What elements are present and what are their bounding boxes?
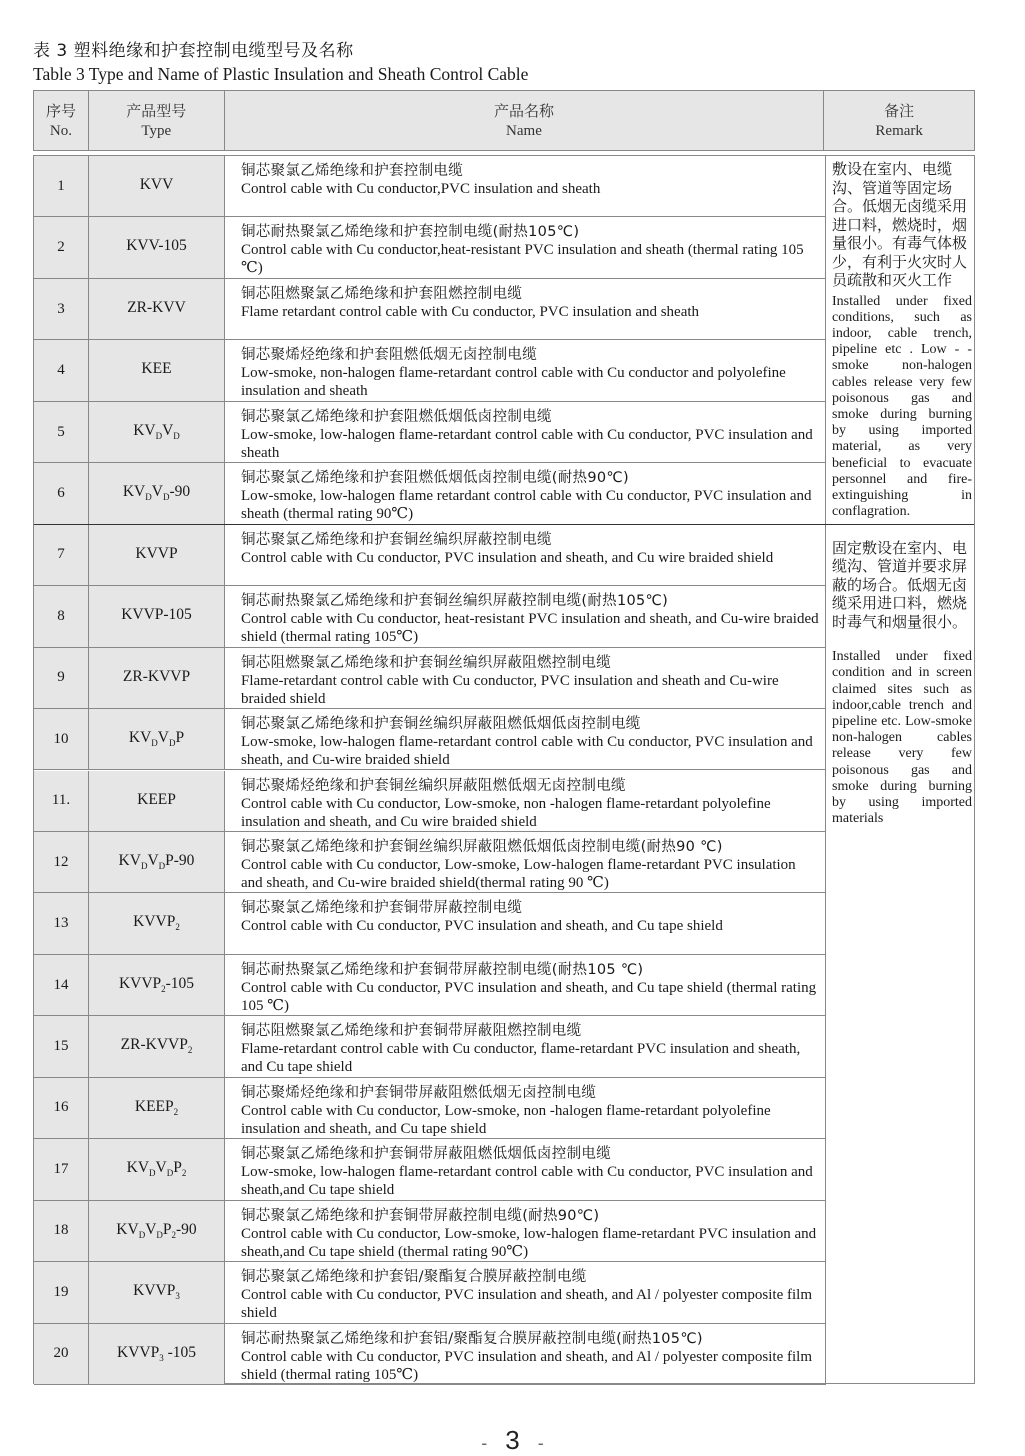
table-row bbox=[34, 955, 825, 1016]
row-name bbox=[225, 1262, 825, 1322]
table-row bbox=[34, 279, 825, 340]
row-name bbox=[225, 402, 825, 462]
row-name-cn: 铜芯聚氯乙烯绝缘和护套阻燃低烟低卤控制电缆(耐热90℃) bbox=[241, 470, 629, 487]
row-name bbox=[225, 832, 825, 892]
table-row bbox=[34, 217, 825, 278]
row-name-cn: 铜芯聚氯乙烯绝缘和护套铜带屏蔽控制电缆 bbox=[241, 900, 523, 917]
table-row bbox=[34, 1078, 825, 1139]
row-type: KEE bbox=[89, 340, 225, 400]
row-name-en: Control cable with Cu conductor,PVC insulation and sheath bbox=[241, 181, 601, 197]
row-name bbox=[225, 217, 825, 277]
row-type: $KVVP_3$ bbox=[89, 1262, 225, 1322]
header-remark-cn: 备注 bbox=[884, 101, 915, 120]
table-row bbox=[34, 1139, 825, 1200]
row-number: 7 bbox=[34, 525, 89, 585]
page-number: - 3 - bbox=[481, 1425, 544, 1455]
remark-1-cn: 敷设在室内、电缆沟、管道等固定场合。低烟无卤缆采用进口料，燃烧时，烟量很小。有毒气体极少，有利于火灾时人员疏散和灭火工作 bbox=[832, 160, 968, 289]
row-number: 11. bbox=[34, 771, 89, 831]
row-name bbox=[225, 586, 825, 646]
row-number: 13 bbox=[34, 893, 89, 953]
table-row bbox=[34, 893, 825, 954]
table-row bbox=[34, 1324, 825, 1385]
header-type-en: Type bbox=[141, 122, 172, 139]
row-name bbox=[225, 340, 825, 400]
row-name-cn: 铜芯耐热聚氯乙烯绝缘和护套铜带屏蔽控制电缆(耐热105 ℃) bbox=[241, 961, 644, 978]
row-name-en: Low-smoke, low-halogen flame retardant control cable with Cu conductor, PVC insulation and sheath (thermal rating 90℃) bbox=[241, 488, 812, 523]
row-name-cn: 铜芯耐热聚氯乙烯绝缘和护套铝/聚酯复合膜屏蔽控制电缆(耐热105℃) bbox=[241, 1330, 703, 1347]
row-type: $KV_DV_DP_2$ bbox=[89, 1139, 225, 1199]
table-row bbox=[34, 1201, 825, 1262]
remark-2-cn: 固定敷设在室内、电缆沟、管道并要求屏蔽的场合。低烟无卤缆采用进口料，燃烧时毒气和烟量很小。 bbox=[832, 538, 968, 631]
header-name-en: Name bbox=[506, 122, 542, 139]
table-row bbox=[34, 402, 825, 463]
row-name-cn: 铜芯阻燃聚氯乙烯绝缘和护套铜带屏蔽阻燃控制电缆 bbox=[241, 1023, 582, 1040]
header-no-cn: 序号 bbox=[45, 101, 76, 120]
row-number: 20 bbox=[34, 1324, 89, 1384]
row-name-en: Low-smoke, non-halogen flame-retardant control cable with Cu conductor and polyolefine insulation and sheath bbox=[241, 365, 786, 400]
row-name-cn: 铜芯聚烯烃绝缘和护套铜带屏蔽阻燃低烟无卤控制电缆 bbox=[241, 1084, 597, 1101]
table-row bbox=[34, 340, 825, 401]
header-no-en: No. bbox=[49, 122, 72, 139]
row-name bbox=[225, 1139, 825, 1199]
row-type: $KV_DV_DP-90$ bbox=[89, 832, 225, 892]
table-row bbox=[34, 832, 825, 893]
row-name-en: Control cable with Cu conductor,heat-resistant PVC insulation and sheath (thermal rating 105 ℃) bbox=[241, 242, 804, 277]
row-number: 12 bbox=[34, 832, 89, 892]
row-number: 6 bbox=[34, 463, 89, 523]
row-name bbox=[225, 156, 825, 216]
header-remark bbox=[824, 91, 974, 150]
remark-cell-group-2 bbox=[825, 525, 974, 1385]
row-type: $KVVP_2-105$ bbox=[89, 955, 225, 1015]
group-separator bbox=[34, 524, 974, 525]
row-name-cn: 铜芯聚氯乙烯绝缘和护套铝/聚酯复合膜屏蔽控制电缆 bbox=[241, 1269, 587, 1286]
row-type: KVVP-105 bbox=[89, 586, 225, 646]
row-name bbox=[225, 955, 825, 1015]
table-row bbox=[34, 1262, 825, 1323]
row-number: 16 bbox=[34, 1078, 89, 1138]
header-type-cn: 产品型号 bbox=[126, 101, 187, 120]
row-name-cn: 铜芯聚烯烃绝缘和护套铜丝编织屏蔽阻燃低烟无卤控制电缆 bbox=[241, 777, 626, 794]
row-name-en: Control cable with Cu conductor, Low-smoke, non -halogen flame-retardant polyolefine insulation and sheath, and Cu tape shield bbox=[241, 1102, 771, 1137]
row-name-en: Flame retardant control cable with Cu conductor, PVC insulation and sheath bbox=[241, 303, 700, 320]
row-name-en: Control cable with Cu conductor, Low-smoke, non -halogen flame-retardant polyolefine insulation and sheath, and Cu wire braided shield bbox=[241, 795, 771, 830]
row-name-en: Low-smoke, low-halogen flame-retardant control cable with Cu conductor, PVC insulation and sheath, and Cu-wire braided shield bbox=[241, 734, 813, 769]
table-row bbox=[34, 771, 825, 832]
row-name-cn: 铜芯阻燃聚氯乙烯绝缘和护套阻燃控制电缆 bbox=[241, 285, 523, 302]
row-number: 9 bbox=[34, 648, 89, 708]
row-name-en: Control cable with Cu conductor, PVC insulation and sheath, and Cu wire braided shield bbox=[241, 549, 774, 566]
row-name-en: Control cable with Cu conductor, Low-smoke, Low-halogen flame-retardant PVC insulation and sheath, and Cu-wire braided shield(thermal rating 90 ℃) bbox=[241, 856, 796, 891]
row-type: KEEP bbox=[89, 771, 225, 831]
row-name-en: Control cable with Cu conductor, PVC insulation and sheath, and Al / polyester composite film shield (thermal rating 105℃) bbox=[241, 1348, 812, 1383]
row-type: KVV-105 bbox=[89, 217, 225, 277]
row-number: 15 bbox=[34, 1016, 89, 1076]
row-name-cn: 铜芯聚氯乙烯绝缘和护套铜丝编织屏蔽阻燃低烟低卤控制电缆(耐热90 ℃) bbox=[241, 838, 723, 855]
header-type bbox=[89, 91, 225, 150]
row-type: $KV_DV_D-90$ bbox=[89, 463, 225, 523]
row-name-cn: 铜芯阻燃聚氯乙烯绝缘和护套铜丝编织屏蔽阻燃控制电缆 bbox=[241, 654, 611, 671]
row-name bbox=[225, 893, 825, 953]
table-body bbox=[33, 155, 975, 1384]
row-name-cn: 铜芯耐热聚氯乙烯绝缘和护套控制电缆(耐热105℃) bbox=[241, 224, 580, 241]
row-name-en: Control cable with Cu conductor, PVC insulation and sheath, and Al / polyester composite film shield bbox=[241, 1287, 812, 1322]
row-name-en: Low-smoke, low-halogen flame-retardant control cable with Cu conductor, PVC insulation and sheath bbox=[241, 426, 813, 461]
row-name bbox=[225, 1324, 825, 1384]
row-name bbox=[225, 463, 825, 523]
row-type: $KV_DV_DP$ bbox=[89, 709, 225, 769]
header-no bbox=[34, 91, 89, 150]
row-name-cn: 铜芯聚烯烃绝缘和护套阻燃低烟无卤控制电缆 bbox=[241, 347, 537, 364]
table-row bbox=[34, 709, 825, 770]
row-type: $KEEP_2$ bbox=[89, 1078, 225, 1138]
row-type: $KVVP_2$ bbox=[89, 893, 225, 953]
header-name-cn: 产品名称 bbox=[493, 101, 554, 120]
row-number: 5 bbox=[34, 402, 89, 462]
remark-2-en: Installed under fixed condition and in screen claimed sites such as indoor,cable trench and pipeline etc. Low-smoke non-halogen cables release very few poisonous gas and smoke during burning by using imported materials bbox=[832, 649, 972, 827]
header-name bbox=[225, 91, 825, 150]
table-caption-en: Table 3 Type and Name of Plastic Insulation and Sheath Control Cable bbox=[33, 64, 529, 84]
row-name bbox=[225, 1201, 825, 1261]
row-name-en: Flame-retardant control cable with Cu conductor, flame-retardant PVC insulation and sheath, and Cu tape shield bbox=[241, 1041, 801, 1076]
row-name-en: Control cable with Cu conductor, Low-smoke, low-halogen flame-retardant PVC insulation and sheath,and Cu tape shield (thermal rating 90℃) bbox=[241, 1225, 817, 1260]
row-name-cn: 铜芯聚氯乙烯绝缘和护套铜带屏蔽阻燃低烟低卤控制电缆 bbox=[241, 1146, 611, 1163]
row-type: $KVVP_3$ -105 bbox=[89, 1324, 225, 1384]
row-name-cn: 铜芯耐热聚氯乙烯绝缘和护套铜丝编织屏蔽控制电缆(耐热105℃) bbox=[241, 593, 669, 610]
row-type: $ZR-KVVP_2$ bbox=[89, 1016, 225, 1076]
row-name-cn: 铜芯聚氯乙烯绝缘和护套铜带屏蔽控制电缆(耐热90℃) bbox=[241, 1207, 600, 1224]
row-number: 10 bbox=[34, 709, 89, 769]
row-name bbox=[225, 279, 825, 339]
table-header bbox=[33, 90, 975, 151]
remark-cell-group-1 bbox=[825, 156, 974, 525]
remark-1-en: Installed under fixed conditions, such as indoor, cable trench, pipeline etc . Low - -smoke non-halogen cables release very few poisonous gas and smoke during burning by using imported material, as very beneficial to evacuate personnel and fire-extinguishing in conflagration. bbox=[832, 293, 972, 520]
row-number: 19 bbox=[34, 1262, 89, 1322]
table-row bbox=[34, 463, 825, 524]
row-number: 14 bbox=[34, 955, 89, 1015]
row-number: 4 bbox=[34, 340, 89, 400]
table-row bbox=[34, 525, 825, 586]
row-name-cn: 铜芯聚氯乙烯绝缘和护套铜丝编织屏蔽控制电缆 bbox=[241, 531, 552, 548]
row-name-cn: 铜芯聚氯乙烯绝缘和护套阻燃低烟低卤控制电缆 bbox=[241, 408, 552, 425]
row-number: 18 bbox=[34, 1201, 89, 1261]
row-name-en: Control cable with Cu conductor, PVC insulation and sheath, and Cu tape shield bbox=[241, 918, 723, 935]
row-name-en: Flame-retardant control cable with Cu conductor, PVC insulation and sheath and Cu-wire braided shield bbox=[241, 672, 779, 707]
row-type: $KV_DV_D$ bbox=[89, 402, 225, 462]
row-number: 3 bbox=[34, 279, 89, 339]
table-caption-cn: 表 3 塑料绝缘和护套控制电缆型号及名称 bbox=[33, 41, 354, 61]
row-number: 17 bbox=[34, 1139, 89, 1199]
row-number: 8 bbox=[34, 586, 89, 646]
row-number: 1 bbox=[34, 156, 89, 216]
row-name-en: Control cable with Cu conductor, heat-resistant PVC insulation and sheath, and Cu-wire braided shield (thermal rating 105℃) bbox=[241, 611, 819, 646]
row-name-cn: 铜芯聚氯乙烯绝缘和护套控制电缆 bbox=[241, 163, 463, 179]
row-type: ZR-KVV bbox=[89, 279, 225, 339]
table-row bbox=[34, 156, 825, 217]
row-name-en: Control cable with Cu conductor, PVC insulation and sheath, and Cu tape shield (thermal rating 105 ℃) bbox=[241, 979, 817, 1014]
page-number-value: 3 bbox=[505, 1425, 520, 1455]
table-row bbox=[34, 586, 825, 647]
row-name bbox=[225, 771, 825, 831]
row-name bbox=[225, 709, 825, 769]
row-name-cn: 铜芯聚氯乙烯绝缘和护套铜丝编织屏蔽阻燃低烟低卤控制电缆 bbox=[241, 716, 641, 733]
row-name-en: Low-smoke, low-halogen flame-retardant control cable with Cu conductor, PVC insulation and sheath,and Cu tape shield bbox=[241, 1164, 813, 1199]
row-name bbox=[225, 525, 825, 585]
row-type: KVV bbox=[89, 156, 225, 216]
row-type: ZR-KVVP bbox=[89, 648, 225, 708]
row-number: 2 bbox=[34, 217, 89, 277]
row-name bbox=[225, 1078, 825, 1138]
row-type: $KV_DV_DP_2-90$ bbox=[89, 1201, 225, 1261]
row-name bbox=[225, 648, 825, 708]
table-row bbox=[34, 648, 825, 709]
row-name bbox=[225, 1016, 825, 1076]
table-row bbox=[34, 1016, 825, 1077]
row-type: KVVP bbox=[89, 525, 225, 585]
header-remark-en: Remark bbox=[875, 122, 923, 139]
